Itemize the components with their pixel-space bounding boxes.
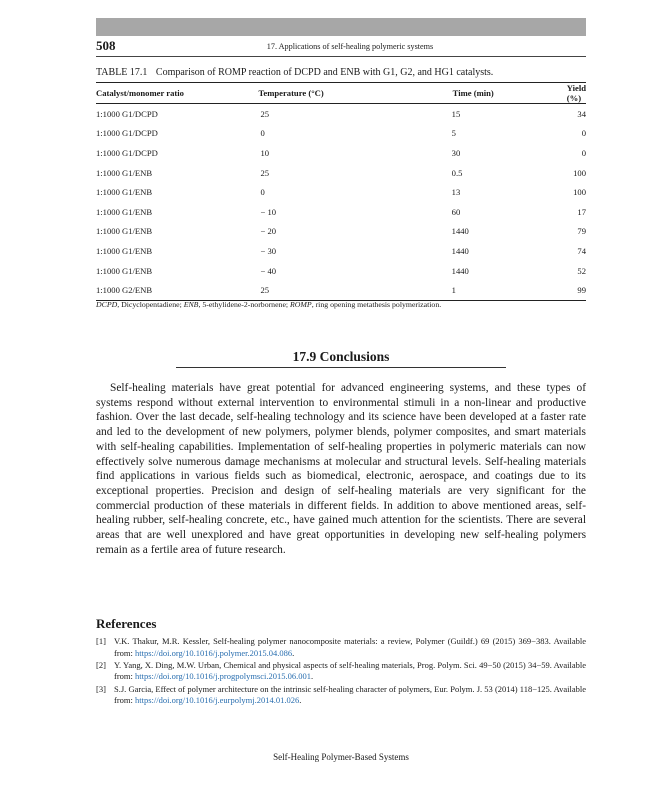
table-cell: 0 [260,128,265,139]
table-cell: 15 [451,108,461,119]
table-row [96,163,586,183]
table-cell: − 20 [260,226,277,237]
table-cell: 25 [228,280,419,300]
section-title: 17.9 Conclusions [292,349,390,364]
header-bar [96,18,586,36]
table-cell: 1440 [451,226,469,237]
reference-number: [2] [96,659,106,670]
reference-list [96,636,586,707]
reference-end: . [292,647,295,658]
table-row [96,261,586,281]
table-row [96,280,586,300]
footnote-abbr-romp: ROMP [290,300,312,309]
reference-doi-link[interactable]: https://doi.org/10.1016/j.progpolymsci.2015.06.001 [135,671,312,682]
reference-item [96,660,586,683]
reference-number: [3] [96,683,106,694]
table-caption [96,67,493,78]
conclusions-paragraph: Self-healing materials have great potential for advanced engineering systems, and these types of systems respond without external intervention to environmental stimuli in a non-linear and productive fashion. Over the last decade, self-healing technology and its science have been developed at a faster rate and led to the development of new polymers, polymer blends, polymer composites, and smart materials with self-healing capabilities. Implementation of self-healing properties in polymeric materials can now effectively solve numerous damage mechanisms at molecular and structural levels. Self-healing materials find applications in various fields such as biomedical, electronic, aerospace, and coatings due to its exceptional properties. Precision and design of self-healing materials are very significant for the commercial production of these materials in different fields. In addition to above mentioned areas, self-healing rubber, self-healing concrete, etc., have gained much attention for the scientists. There are several areas that are well unexplored and have great opportunities in developing new self-healing polymers remain as a fertile area of future research. [96,382,586,556]
table-cell: 5 [451,128,456,139]
table-row [96,143,586,163]
table-cell: 13 [451,187,461,198]
table-caption-text: Comparison of ROMP reaction of DCPD and ENB with G1, G2, and HG1 catalysts. [155,67,494,78]
table-cell: 0.5 [451,167,463,178]
reference-doi-link[interactable]: https://doi.org/10.1016/j.eurpolymj.2014.01.026 [135,695,300,706]
reference-item [96,636,586,659]
table-cell: 10 [260,147,270,158]
table-cell: 1:1000 G1/ENB [96,265,153,276]
table-cell: 100 [573,167,586,178]
reference-text: Y. Yang, X. Ding, M.W. Urban, Chemical and physical aspects of self-healing materials, Prog. Polym. Sci. 49−50 (2015) 34−59. Available from: [114,659,586,682]
footer-book-title: Self-Healing Polymer-Based Systems [273,752,409,762]
header-rule [96,56,586,57]
table-cell: 1 [420,280,567,300]
table-cell: − 40 [260,265,277,276]
table-row [96,104,586,124]
table-cell: 1:1000 G1/DCPD [96,108,158,119]
reference-end: . [299,695,302,706]
table-cell: 1:1000 G1/ENB [96,245,153,256]
page-number: 508 [96,38,116,53]
data-table [96,82,586,301]
footnote-abbr-enb: ENB [183,300,199,309]
footnote-abbr-dcpd: DCPD [96,300,118,309]
running-head: 17. Applications of self-healing polymeric systems [266,42,434,51]
table-cell: − 10 [260,206,277,217]
section-rule [176,367,506,368]
footnote-def-romp: , ring opening metathesis polymerization. [311,300,442,309]
table-row [96,124,586,144]
table-cell: 0 [581,128,586,139]
table-label: TABLE 17.1 [96,67,148,78]
table-row [96,241,586,261]
table-cell: 1:1000 G1/ENB [96,187,153,198]
table-footnote [96,300,441,309]
reference-text: V.K. Thakur, M.R. Kessler, Self-healing polymer nanocomposite materials: a review, Polymer (Guildf.) 69 (2015) 369−383. Available from: [114,636,586,658]
reference-number: [1] [96,636,106,646]
footnote-def-dcpd: , Dicyclopentadiene; [117,300,184,309]
table-cell: 34 [577,108,586,119]
table-cell: 60 [451,206,461,217]
table-cell: 1440 [451,245,469,256]
table-cell: 25 [260,108,270,119]
table-cell: 1:1000 G1/ENB [96,167,153,178]
table-cell: 99 [567,280,586,300]
references-heading: References [96,616,157,631]
table-row [96,202,586,222]
table-cell: − 30 [260,245,277,256]
table-cell: 1:1000 G1/ENB [96,206,153,217]
table-cell: 25 [260,167,270,178]
table-cell: 30 [451,147,461,158]
table-cell: 0 [581,147,586,158]
table-row [96,182,586,202]
reference-end: . [311,671,314,682]
table-cell: 1:1000 G1/ENB [96,226,153,237]
column-header-catalyst: Catalyst/monomer ratio [96,83,228,104]
column-header-time: Time (min) [420,83,567,104]
table-cell: 74 [577,245,586,256]
table-row [96,222,586,242]
table-header-row [96,83,586,104]
reference-item [96,684,586,707]
table-cell: 1:1000 G1/DCPD [96,147,158,158]
table-cell: 1:1000 G2/ENB [96,280,228,300]
column-header-yield: Yield (%) [566,83,586,103]
reference-doi-link[interactable]: https://doi.org/10.1016/j.polymer.2015.04.086 [135,647,293,658]
table-cell: 1:1000 G1/DCPD [96,128,158,139]
table-cell: 0 [260,187,265,198]
footnote-def-enb: , 5-ethylidene-2-norbornene; [198,300,291,309]
table-cell: 52 [577,265,586,276]
table-cell: 100 [573,187,586,198]
table-cell: 1440 [451,265,469,276]
column-header-temperature: Temperature (°C) [228,83,419,104]
table-cell: 17 [577,206,586,217]
table-cell: 79 [577,226,586,237]
reference-text: S.J. Garcia, Effect of polymer architecture on the intrinsic self-healing character of polymers, Eur. Polym. J. 53 (2014) 118−125. Available from: [114,683,586,706]
